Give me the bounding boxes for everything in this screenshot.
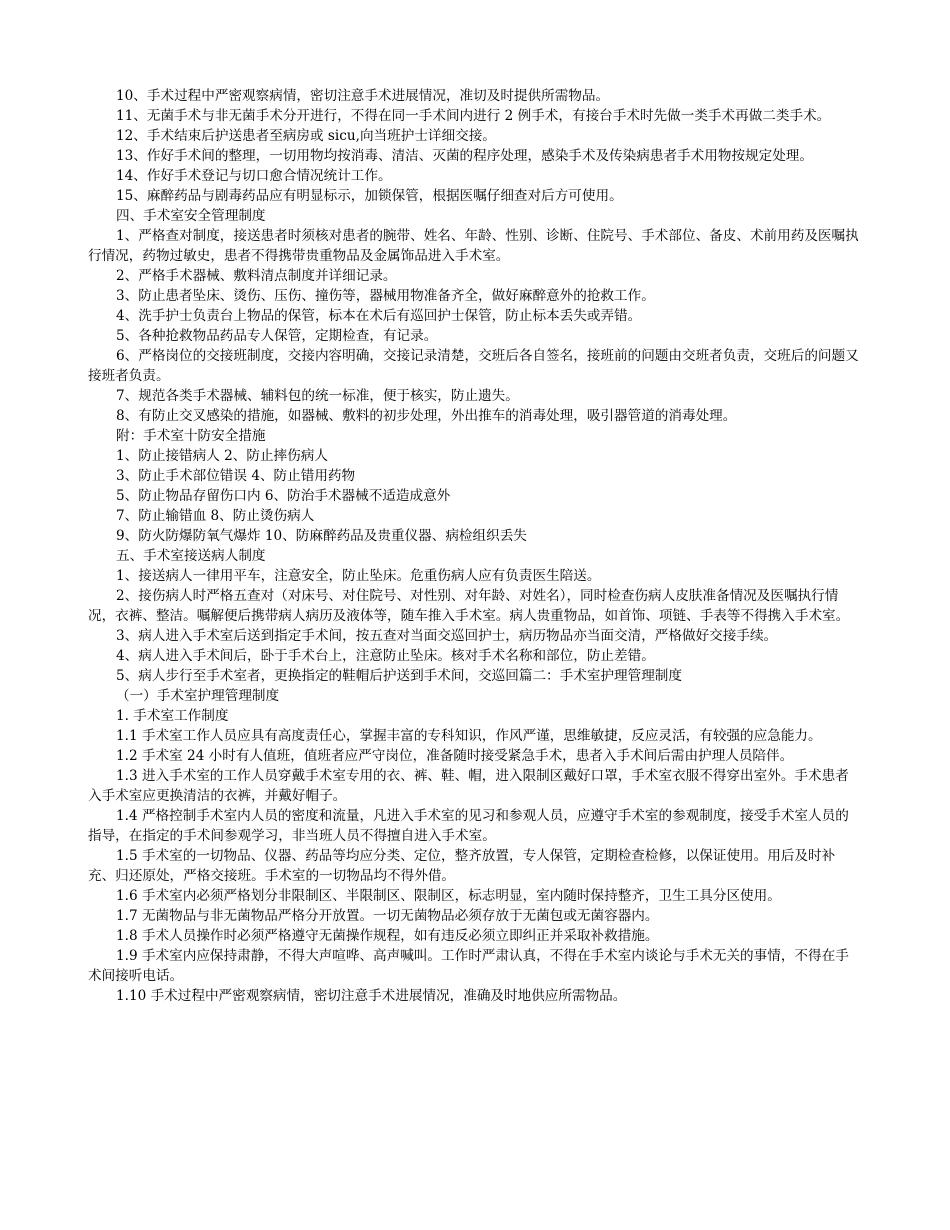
paragraph: 6、严格岗位的交接班制度，交接内容明确，交接记录清楚，交班后各自签名，接班前的问题由交班者负责，交班后的问题又接班者负责。	[88, 348, 859, 384]
paragraph: 15、麻醉药品与剧毒药品应有明显标示，加锁保管，根据医嘱仔细查对后方可使用。	[116, 188, 623, 204]
paragraph: 3、病人进入手术室后送到指定手术间，按五查对当面交巡回护士，病历物品亦当面交清，严格做好交接手续。	[116, 628, 778, 644]
section-heading: 五、手术室接送病人制度	[116, 548, 266, 564]
paragraph: 4、病人进入手术间后，卧于手术台上，注意防止坠床。核对手术名称和部位，防止差错。	[116, 648, 655, 664]
paragraph: 1.4 严格控制手术室内人员的密度和流量，凡进入手术室的见习和参观人员，应遵守手术室的参观制度，接受手术室人员的指导，在指定的手术间参观学习，非当班人员不得擅自进入手术室。	[88, 808, 849, 844]
paragraph: 1.5 手术室的一切物品、仪器、药品等均应分类、定位，整齐放置，专人保管，定期检查检修，以保证使用。用后及时补充、归还原处，严格交接班。手术室的一切物品均不得外借。	[88, 848, 836, 884]
paragraph: 10、手术过程中严密观察病情，密切注意手术进展情况，准切及时提供所需物品。	[116, 88, 610, 104]
paragraph: 7、防止输错血 8、防止烫伤病人	[116, 508, 315, 524]
paragraph: 1.7 无菌物品与非无菌物品严格分开放置。一切无菌物品必须存放于无菌包或无菌容器内。	[116, 908, 659, 924]
paragraph: 1、接送病人一律用平车，注意安全，防止坠床。危重伤病人应有负责医生陪送。	[116, 568, 601, 584]
paragraph: 1、严格查对制度，接送患者时须核对患者的腕带、姓名、年龄、性别、诊断、住院号、手术部位、备皮、术前用药及医嘱执行情况，药物过敏史，患者不得携带贵重物品及金属饰品进入手术室。	[88, 228, 859, 264]
section-heading: （一）手术室护理管理制度	[116, 688, 280, 704]
paragraph: 2、严格手术器械、敷料清点制度并详细记录。	[116, 268, 397, 284]
paragraph: 14、作好手术登记与切口愈合情况统计工作。	[116, 168, 392, 184]
paragraph: 3、防止手术部位错误 4、防止错用药物	[116, 468, 356, 484]
paragraph: 5、防止物品存留伤口内 6、防治手术器械不适造成意外	[116, 488, 451, 504]
paragraph: 1、防止接错病人 2、防止摔伤病人	[116, 448, 328, 464]
paragraph: 5、病人步行至手术室者，更换指定的鞋帽后护送到手术间，交巡回篇二：手术室护理管理制度	[116, 668, 682, 684]
paragraph: 9、防火防爆防氧气爆炸 10、防麻醉药品及贵重仪器、病检组织丢失	[116, 528, 527, 544]
paragraph: 5、各种抢救物品药品专人保管，定期检查，有记录。	[116, 328, 438, 344]
paragraph: 11、无菌手术与非无菌手术分开进行，不得在同一手术间内进行 2 例手术，有接台手术时先做一类手术再做二类手术。	[116, 108, 831, 124]
paragraph: 1.6 手术室内必须严格划分非限制区、半限制区、限制区，标志明显，室内随时保持整齐，卫生工具分区使用。	[116, 888, 781, 904]
paragraph: 1.1 手术室工作人员应具有高度责任心，掌握丰富的专科知识，作风严谨，思维敏捷，反应灵活，有较强的应急能力。	[116, 728, 822, 744]
paragraph: 1.10 手术过程中严密观察病情，密切注意手术进展情况，准确及时地供应所需物品。	[116, 988, 627, 1004]
paragraph: 1.3 进入手术室的工作人员穿戴手术室专用的衣、裤、鞋、帽，进入限制区戴好口罩，手术室衣服不得穿出室外。手术患者入手术室应更换清洁的衣裤，并戴好帽子。	[88, 768, 849, 804]
paragraph: 1.2 手术室 24 小时有人值班，值班者应严守岗位，准备随时接受紧急手术，患者入手术间后需由护理人员陪伴。	[116, 748, 794, 764]
paragraph: 13、作好手术间的整理，一切用物均按消毒、清洁、灭菌的程序处理，感染手术及传染病患者手术用物按规定处理。	[116, 148, 813, 164]
paragraph: 7、规范各类手术器械、辅料包的统一标准，便于核实，防止遗失。	[116, 388, 519, 404]
paragraph: 1.9 手术室内应保持肃静，不得大声喧哗、高声喊叫。工作时严肃认真，不得在手术室内谈论与手术无关的事情，不得在手术间接听电话。	[88, 948, 849, 984]
section-heading: 四、手术室安全管理制度	[116, 208, 266, 224]
paragraph: 2、接伤病人时严格五查对（对床号、对住院号、对性别、对年龄、对姓名），同时检查伤病人皮肤准备情况及医嘱执行情况，衣裤、整洁。嘱解便后携带病人病历及液体等，随车推入手术室。病人贵重物品，如首饰、项链、手表等不得携入手术室。	[88, 588, 850, 624]
paragraph: 3、防止患者坠床、烫伤、压伤、撞伤等，器械用物准备齐全，做好麻醉意外的抢救工作。	[116, 288, 655, 304]
paragraph: 1.8 手术人员操作时必须严格遵守无菌操作规程，如有违反必须立即纠正并采取补救措施。	[116, 928, 659, 944]
section-heading: 1. 手术室工作制度	[116, 708, 229, 724]
paragraph: 12、手术结束后护送患者至病房或 sicu,向当班护士详细交接。	[116, 128, 496, 144]
section-heading: 附：手术室十防安全措施	[116, 428, 266, 444]
paragraph: 4、洗手护士负责台上物品的保管，标本在术后有巡回护士保管，防止标本丢失或弄错。	[116, 308, 642, 324]
paragraph: 8、有防止交叉感染的措施，如器械、敷料的初步处理，外出推车的消毒处理，吸引器管道的消毒处理。	[116, 408, 737, 424]
